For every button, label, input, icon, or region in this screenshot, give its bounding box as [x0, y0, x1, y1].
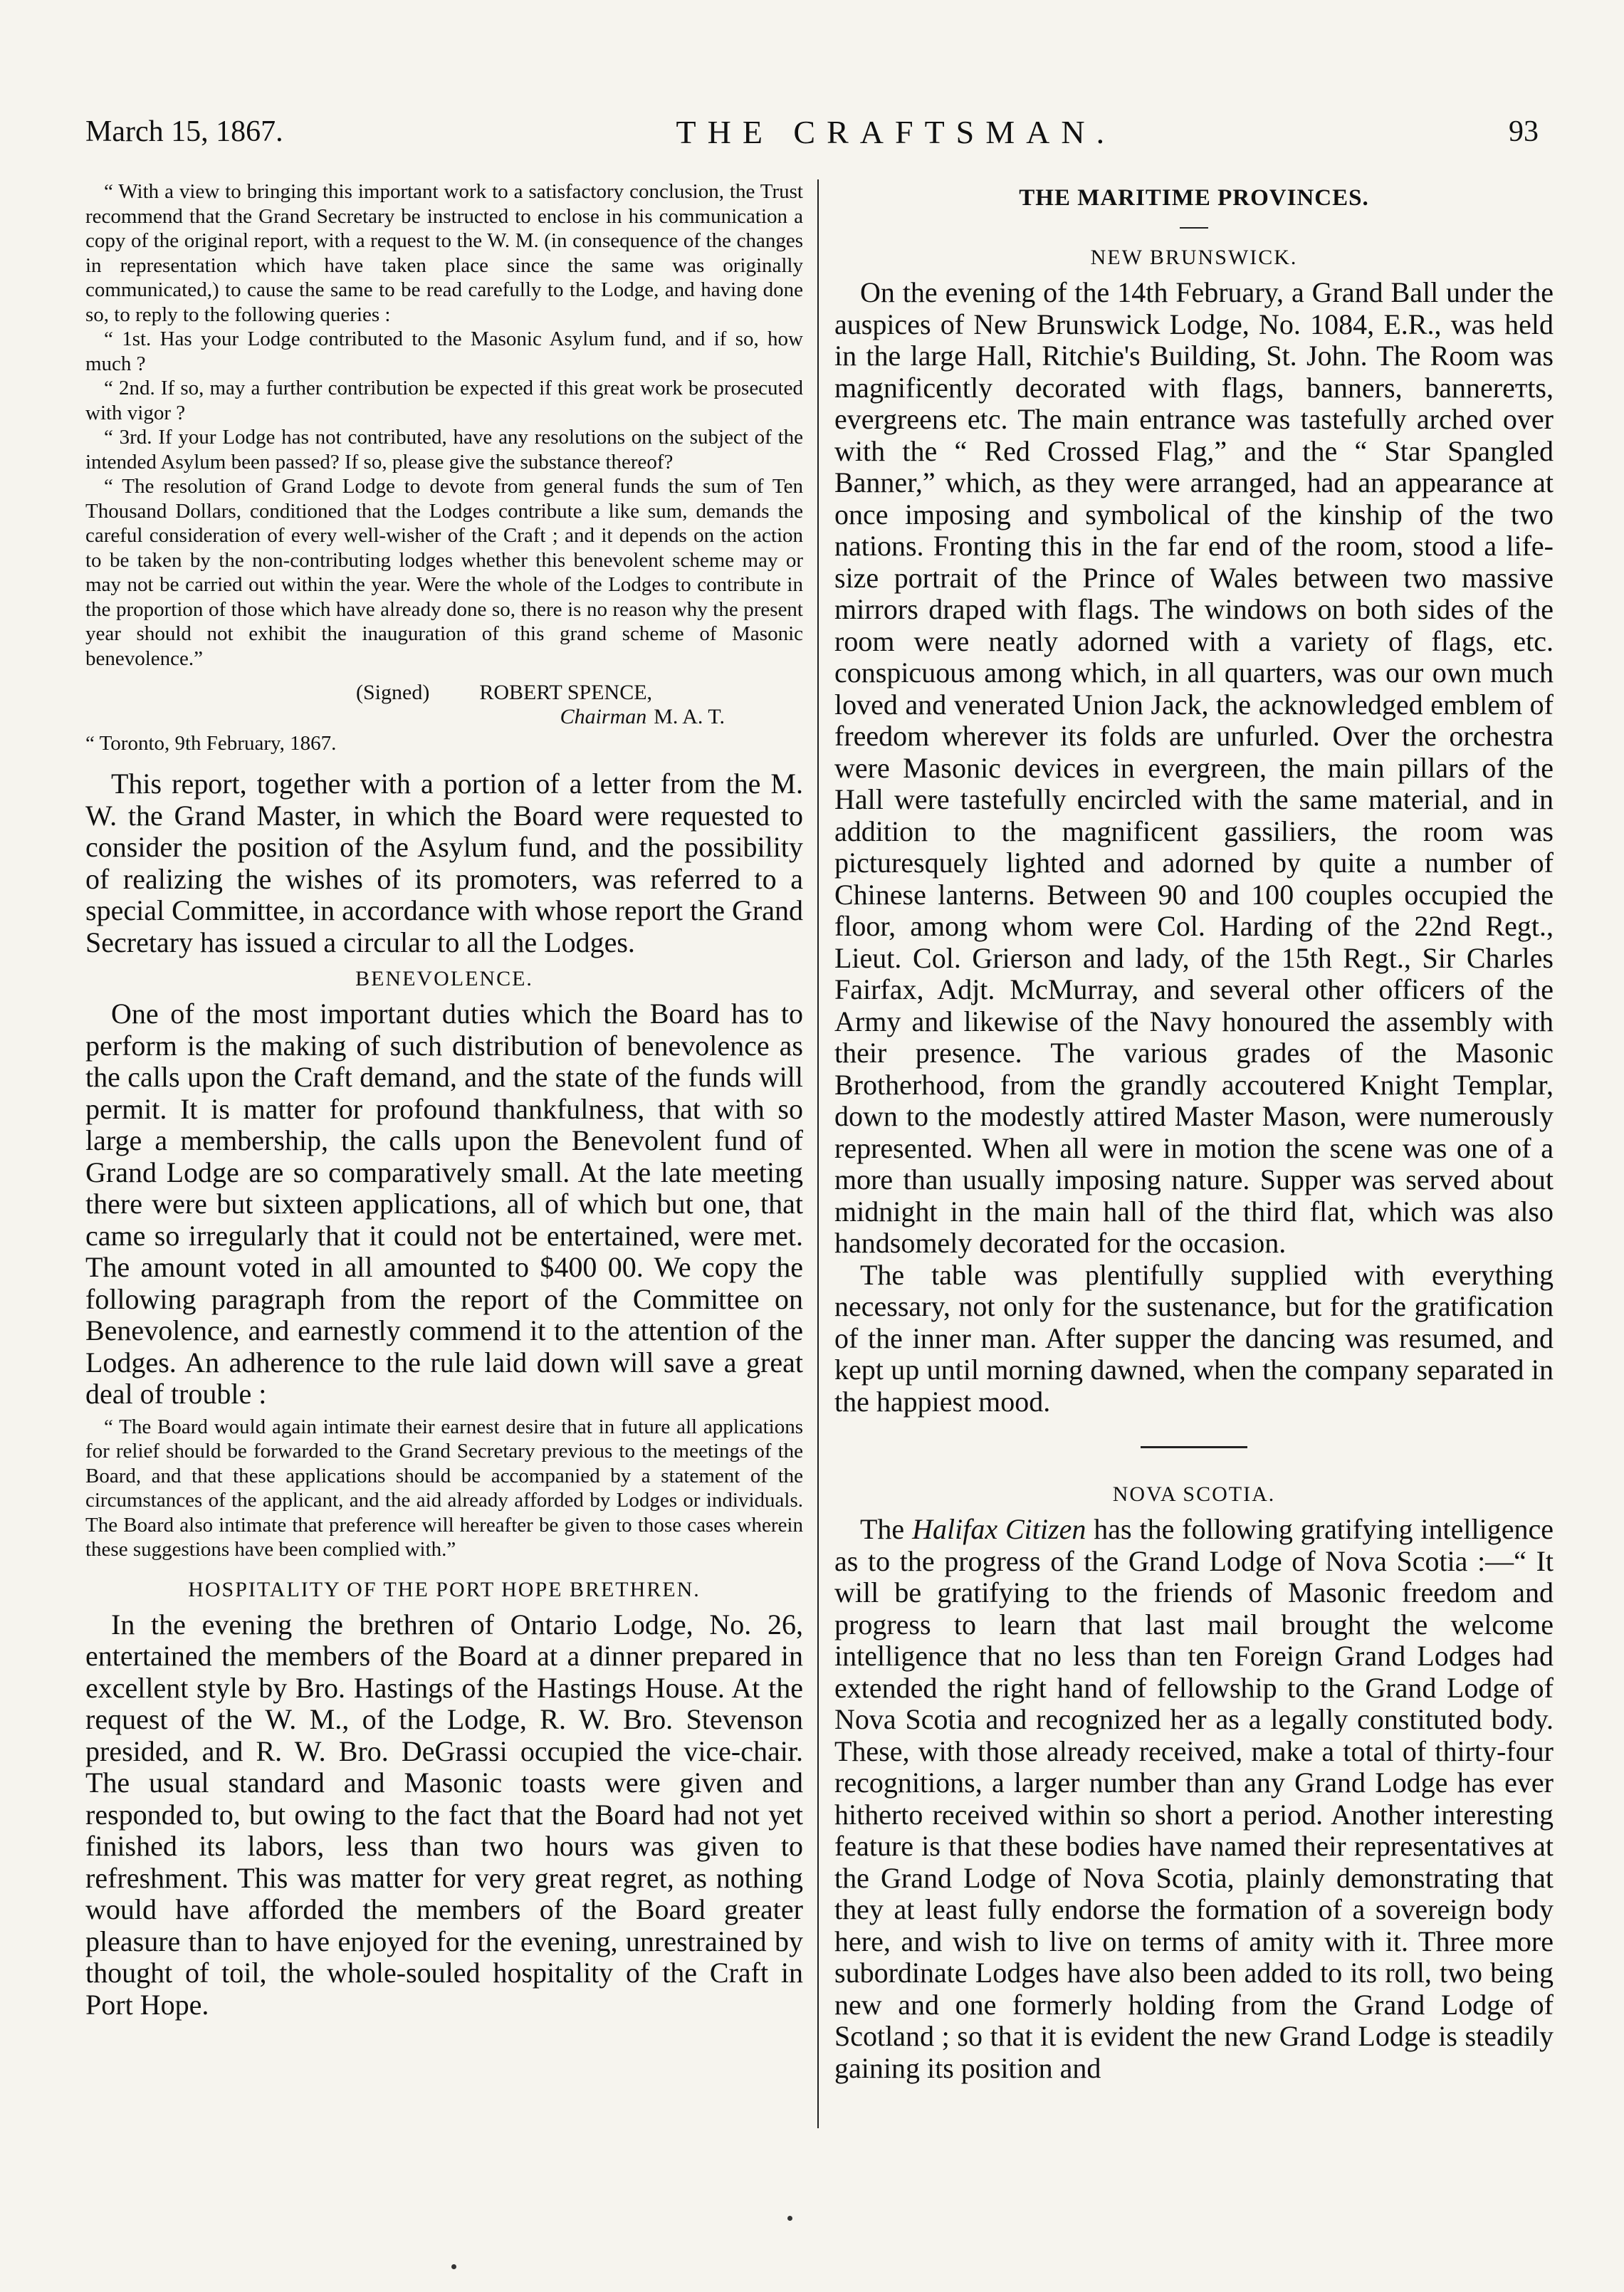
- benevolence-paragraph: One of the most important duties which the Board has to perform is the making of such distribution of benevolence as the calls upon the Craft demand, and the state of the funds will permit. It is matter for profound thankfulness, that with so large a membership, the calls upon the Benevolent fund of Grand Lodge are so comparatively small. At the late meeting there were but sixteen applications, all of which but one, that came so irregularly that it could not be entertained, were met. The amount voted in all amounted to $400 00. We copy the following paragraph from the report of the Committee on Benevolence, and earnestly commend it to the attention of the Lodges. An adherence to the rule laid down will save a great deal of trouble :: [85, 998, 803, 1410]
- query-2: “ 2nd. If so, may a further contribution be expected if this great work be prosecuted with vigor ?: [85, 377, 803, 424]
- signer-name: ROBERT SPENCE,: [479, 681, 653, 704]
- hospitality-heading: HOSPITALITY OF THE PORT HOPE BRETHREN.: [188, 1577, 701, 1601]
- page-header: [85, 107, 1539, 157]
- report-body: [85, 768, 803, 958]
- hospitality-body: [85, 1609, 803, 2021]
- ns-rest: has the following gratifying intelligence as to the progress of the Grand Lodge of Nova Scotia :—“ It will be gratifying to the friends of Masonic freedom and progress to learn that last mail brought the welcome intelligence that no less than ten Foreign Grand Lodges had extended the right hand of fellowship to the Grand Lodge of Nova Scotia and recognized her as a legally constituted body. These, with those already received, make a total of thirty-four recognitions, a larger number than any Grand Lodge has ever hitherto received within so short a period. Another interesting feature is that these bodies have named their representatives at the Grand Lodge of Nova Scotia, plainly demonstrating that they at least fully endorse the formation of a sovereign body here, and wish to live on terms of amity with it. Three more subordinate Lodges have also been added to its roll, two being new and one formerly holding from the Grand Lodge of Scotland ; so that it is evident the new Grand Lodge is steadily gaining its position and: [834, 1513, 1554, 2084]
- print-speck: [787, 2216, 792, 2221]
- header-title: THE CRAFTSMAN.: [676, 113, 1116, 150]
- short-rule: [1180, 227, 1208, 229]
- resolution-paragraph: “ The resolution of Grand Lodge to devote from general funds the sum of Ten Thousand Dollars, conditioned that the Lodges contribute a like sum, demands the careful consideration of every well-wisher of the Craft ; and it depends on the action to be taken by the non-contributing lodges whether this benevolent scheme may or may not be carried out within the year. Were the whole of the Lodges to contribute in the proportion of those which have already done so, there is no reason why the present year should not exhibit the inauguration of this grand scheme of Masonic benevolence.”: [85, 475, 803, 670]
- signed-label: (Signed): [356, 681, 430, 704]
- signature-line: [85, 681, 803, 705]
- report-quote: [85, 179, 803, 671]
- board-quote-block: [85, 1415, 803, 1562]
- nova-scotia-body: [834, 1514, 1554, 2084]
- chairman-line: [85, 705, 803, 729]
- new-brunswick-paragraph-2: The table was plentifully supplied with everything necessary, not only for the sustenance, but for the gratification of the inner man. After supper the dancing was resumed, and kept up until morning dawned, when the company separated in the happiest mood.: [834, 1258, 1554, 1418]
- section-separator: [1141, 1446, 1247, 1448]
- nova-scotia-heading: NOVA SCOTIA.: [1112, 1482, 1276, 1506]
- query-1: “ 1st. Has your Lodge contributed to the Masonic Asylum fund, and if so, how much ?: [85, 328, 803, 375]
- nova-scotia-paragraph: [834, 1514, 1554, 2084]
- report-intro: “ With a view to bringing this important work to a satisfactory conclusion, the Trust recommend that the Grand Secretary be instructed to enclose in his communication a copy of the original report, with a request to the W. M. (in consequence of the changes in representation which have taken place since the same was originally communicated,) to cause the same to be read carefully to the Lodge, and having done so, to reply to the following queries :: [85, 180, 803, 326]
- column-divider: [817, 179, 819, 2128]
- hospitality-paragraph: In the evening the brethren of Ontario Lodge, No. 26, entertained the members of the Board at a dinner prepared in excellent style by Bro. Hastings of the Hastings House. At the request of the W. M., of the Lodge, R. W. Bro. Stevenson presided, and R. W. Bro. DeGrassi occupied the vice-chair. The usual standard and Masonic toasts were given and responded to, but owing to the fact that the Board had not yet finished its labors, less than two hours was given to refreshment. This was matter for very great regret, as nothing would have afforded the members of the Board greater pleasure than to have enjoyed for the evening, unrestrained by thought of toil, the whole-souled hospitality of the Craft in Port Hope.: [85, 1608, 803, 2021]
- chairman-title: Chairman: [560, 705, 647, 728]
- new-brunswick-body: [834, 277, 1554, 1418]
- chairman-suffix: M. A. T.: [654, 705, 725, 728]
- new-brunswick-paragraph-1: On the evening of the 14th February, a Grand Ball under the auspices of New Brunswick Lodge, No. 1084, E.R., was held in the large Hall, Ritchie's Building, St. John. The Room was magnificently decorated with flags, banners, bannerетts, evergreens etc. The main entrance was tastefully arched over with the “ Red Crossed Flag,” and the “ Star Spangled Banner,” which, as they were arranged, had an appearance at once imposing and symbolical of the kinship of the two nations. Fronting this in the far end of the room, stood a life-size portrait of the Prince of Wales between two massive mirrors draped with flags. The windows on both sides of the room were neatly adorned with a variety of flags, etc. conspicuous among which, in all quarters, was our own much loved and venerated Union Jack, the acknowledged emblem of freedom wherever its folds are unfurled. Over the orchestra were Masonic devices in evergreen, the main pillars of the Hall were tastefully encircled with the same material, and in addition to the magnificent gassiliers, the room was picturesquely lighted and adorned by quite a number of Chinese lanterns. Between 90 and 100 couples occupied the floor, among whom were Col. Harding of the 22nd Regt., Lieut. Col. Grierson and lady, of the 15th Regt., Sir Charles Fairfax, Adjt. McMurray, and several other officers of the Army and likewise of the Navy honoured the assembly with their presence. The various grades of the Masonic Brotherhood, from the grandly accoutered Knight Templar, down to the modestly attired Master Mason, were numerously represented. When all were in motion the scene was one of a more than usually imposing nature. Supper was served about midnight in the main hall of the third flat, which was also handsomely decorated for the occasion.: [834, 276, 1554, 1259]
- header-page-number: 93: [1508, 115, 1539, 148]
- benevolence-heading: BENEVOLENCE.: [355, 967, 533, 990]
- new-brunswick-heading: NEW BRUNSWICK.: [1090, 246, 1298, 269]
- maritime-heading: THE MARITIME PROVINCES.: [1019, 185, 1369, 211]
- left-column: [85, 179, 803, 2128]
- ns-lead: The: [860, 1513, 905, 1545]
- ns-publication: Halifax Citizen: [912, 1513, 1086, 1545]
- header-date: March 15, 1867.: [85, 115, 283, 148]
- query-3: “ 3rd. If your Lodge has not contributed, have any resolutions on the subject of the intended Asylum been passed? If so, please give the substance thereof?: [85, 426, 803, 473]
- board-quote: “ The Board would again intimate their earnest desire that in future all applications for relief should be forwarded to the Grand Secretary previous to the meetings of the Board, and that these applications should be accompanied by a statement of the circumstances of the applicant, and the aid already afforded by Lodges or individuals. The Board also intimate that preference will hereafter be given to those cases wherein these suggestions have been complied with.”: [85, 1415, 803, 1561]
- report-paragraph: This report, together with a portion of a letter from the M. W. the Grand Master, in which the Board were requested to consider the position of the Asylum fund, and the possibility of realizing the wishes of its promoters, was referred to a special Committee, in accordance with whose report the Grand Secretary has issued a circular to all the Lodges.: [85, 768, 803, 958]
- print-speck: [451, 2264, 456, 2269]
- benevolence-body: [85, 998, 803, 1411]
- right-column: [834, 179, 1554, 2128]
- dateline: “ Toronto, 9th February, 1867.: [85, 732, 337, 755]
